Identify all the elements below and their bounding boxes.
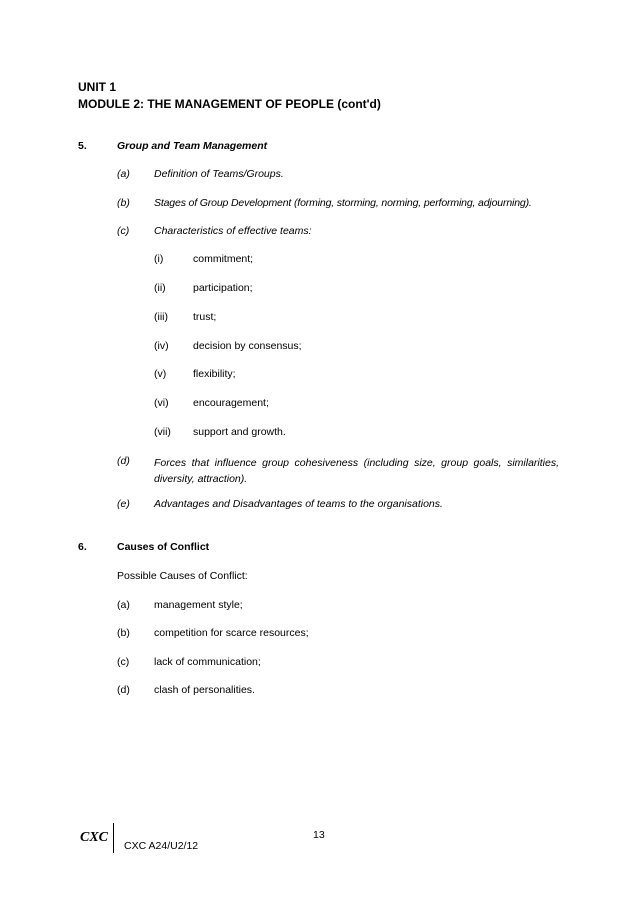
- document-code: CXC A24/U2/12: [124, 840, 199, 852]
- section-5-item-e-label: (e): [117, 498, 130, 510]
- section-6-intro: Possible Causes of Conflict:: [117, 570, 248, 582]
- section-6-item-c-label: (c): [117, 656, 130, 668]
- subitem-vi-text: encouragement;: [193, 397, 269, 409]
- subitem-v-label: (v): [154, 368, 167, 380]
- section-5-item-b-label: (b): [117, 197, 130, 209]
- subitem-iv-label: (iv): [154, 340, 169, 352]
- section-6-item-a-label: (a): [117, 599, 130, 611]
- subitem-i-label: (i): [154, 253, 164, 265]
- section-6-item-b-text: competition for scarce resources;: [154, 627, 309, 639]
- section-5-item-c-text: Characteristics of effective teams:: [154, 225, 312, 237]
- section-5-item-a-label: (a): [117, 168, 130, 180]
- section-6-item-b-label: (b): [117, 627, 130, 639]
- section-5-item-a-text: Definition of Teams/Groups.: [154, 168, 284, 180]
- subitem-ii-text: participation;: [193, 282, 253, 294]
- section-5-item-d-label: (d): [117, 455, 130, 467]
- subitem-v-text: flexibility;: [193, 368, 236, 380]
- section-6-item-d-text: clash of personalities.: [154, 684, 255, 696]
- module-title: MODULE 2: THE MANAGEMENT OF PEOPLE (cont'd): [78, 97, 381, 111]
- subitem-ii-label: (ii): [154, 282, 166, 294]
- subitem-iii-label: (iii): [154, 311, 168, 323]
- section-5-item-c-label: (c): [117, 225, 130, 237]
- cxc-logo: [79, 826, 109, 848]
- section-6-item-a-text: management style;: [154, 599, 243, 611]
- section-5-title: Group and Team Management: [117, 140, 268, 152]
- subitem-iv-text: decision by consensus;: [193, 340, 302, 352]
- subitem-vi-label: (vi): [154, 397, 169, 409]
- section-5-item-e-text: Advantages and Disadvantages of teams to the organisations.: [154, 498, 443, 510]
- cxc-logo-text: CXC: [80, 830, 109, 845]
- section-5-item-b-text: Stages of Group Development (forming, storming, norming, performing, adjourning).: [154, 197, 532, 209]
- section-5-item-d-text: Forces that influence group cohesiveness (including size, group goals, similarities, diversity, attraction).: [154, 457, 559, 485]
- subitem-vii-label: (vii): [154, 426, 171, 438]
- subitem-i-text: commitment;: [193, 253, 254, 265]
- page-number: 13: [313, 829, 325, 841]
- section-6-number: 6.: [78, 541, 87, 553]
- section-6-item-d-label: (d): [117, 684, 130, 696]
- section-5-number: 5.: [78, 140, 87, 152]
- section-6-title: Causes of Conflict: [117, 541, 210, 553]
- section-6-item-c-text: lack of communication;: [154, 656, 261, 668]
- unit-title: UNIT 1: [78, 80, 117, 94]
- subitem-vii-text: support and growth.: [193, 426, 286, 438]
- subitem-iii-text: trust;: [193, 311, 217, 323]
- footer-divider: [113, 823, 114, 853]
